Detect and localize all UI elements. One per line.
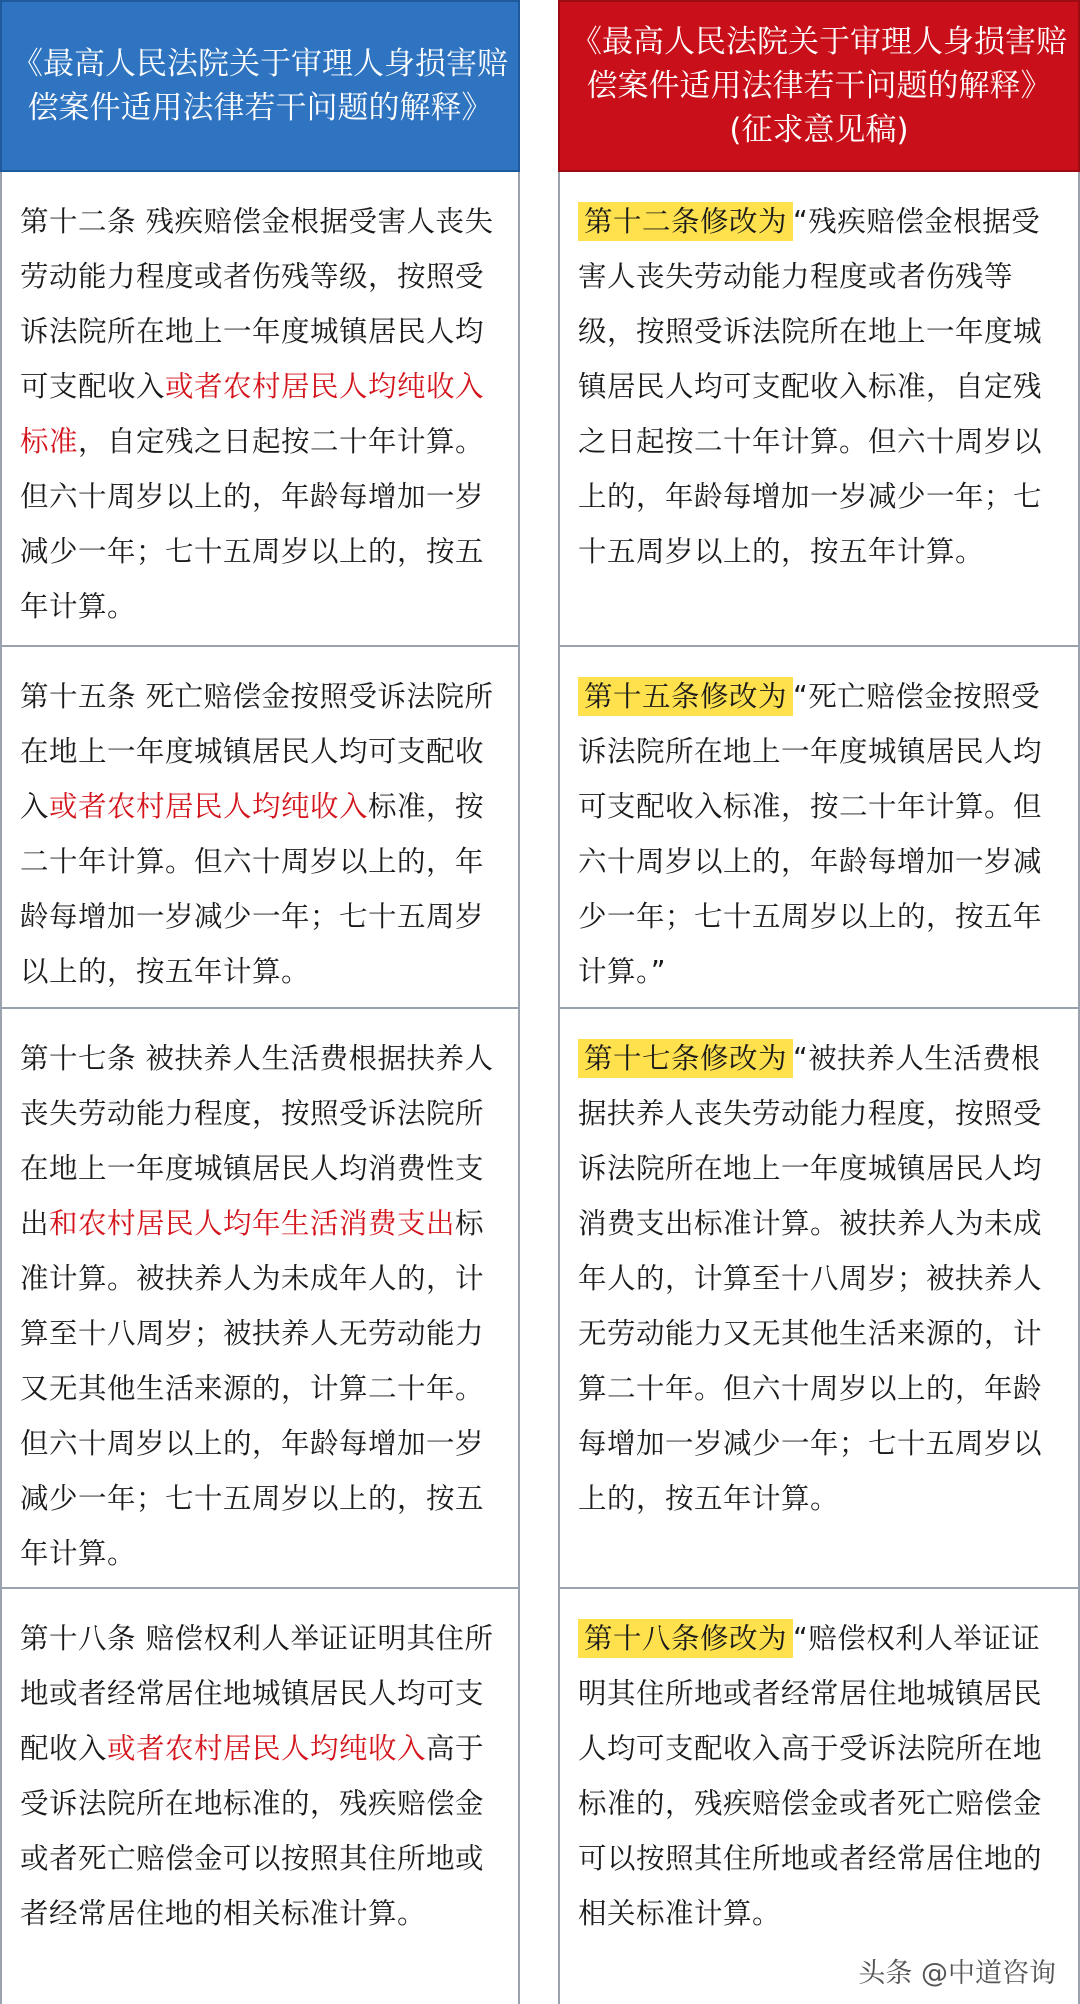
article-text: 第十七条 被扶养人生活费根据扶养人丧失劳动能力程度，按照受诉法院所在地上一年度城镇居民人均消费性支出 — [20, 1042, 494, 1240]
article-text: “残疾赔偿金根据受害人丧失劳动能力程度或者伤残等级，按照受诉法院所在地上一年度城镇居民人均可支配收入标准，自定残之日起按二十年计算。但六十周岁以上的，年龄每增加一岁减少一年；七十五周岁以上的，按五年计算。 — [578, 205, 1043, 568]
amendment-tag: 第十八条修改为 — [578, 1619, 793, 1658]
original-article-15 — [0, 647, 520, 1009]
original-text-column — [0, 0, 520, 2004]
draft-header-title: 《最高人民法院关于审理人身损害赔偿案件适用法律若干问题的解释》 — [571, 24, 1067, 104]
article-text: 高于受诉法院所在地标准的，残疾赔偿金或者死亡赔偿金可以按照其住所地或者经常居住地的相关标准计算。 — [20, 1732, 485, 1930]
draft-header — [558, 0, 1080, 172]
amendment-tag: 第十七条修改为 — [578, 1039, 793, 1078]
removed-text: 或者农村居民人均纯收入标准 — [20, 370, 485, 458]
amendment-tag: 第十五条修改为 — [578, 677, 793, 716]
original-header-title: 《最高人民法院关于审理人身损害赔偿案件适用法律若干问题的解释》 — [12, 46, 508, 126]
amendment-tag: 第十二条修改为 — [578, 202, 793, 241]
draft-article-17 — [558, 1009, 1080, 1589]
article-text: “赔偿权利人举证证明其住所地或者经常居住地城镇居民人均可支配收入高于受诉法院所在地标准的，残疾赔偿金或者死亡赔偿金可以按照其住所地或者经常居住地的相关标准计算。 — [578, 1622, 1043, 1930]
original-header — [0, 0, 520, 172]
article-text: “被扶养人生活费根据扶养人丧失劳动能力程度，按照受诉法院所在地上一年度城镇居民人均消费支出标准计算。被扶养人为未成年人的，计算至十八周岁；被扶养人无劳动能力又无其他生活来源的，计算二十年。但六十周岁以上的，年龄每增加一岁减少一年；七十五周岁以上的，按五年计算。 — [578, 1042, 1043, 1515]
source-watermark: 头条 @中道咨询 — [858, 1958, 1056, 1989]
article-text: 标准计算。被扶养人为未成年人的，计算至十八周岁；被扶养人无劳动能力又无其他生活来源的，计算二十年。但六十周岁以上的，年龄每增加一岁减少一年；七十五周岁以上的，按五年计算。 — [20, 1207, 485, 1570]
draft-article-15 — [558, 647, 1080, 1009]
article-text: 第十五条 死亡赔偿金按照受诉法院所在地上一年度城镇居民人均可支配收入 — [20, 680, 494, 823]
removed-text: 和农村居民人均年生活消费支出 — [49, 1207, 456, 1240]
removed-text: 或者农村居民人均纯收入 — [49, 790, 369, 823]
original-article-12 — [0, 172, 520, 647]
draft-article-12 — [558, 172, 1080, 647]
removed-text: 或者农村居民人均纯收入 — [107, 1732, 427, 1765]
draft-header-subtitle: (征求意见稿) — [729, 112, 909, 148]
original-article-17 — [0, 1009, 520, 1589]
article-text: ，自定残之日起按二十年计算。但六十周岁以上的，年龄每增加一岁减少一年；七十五周岁以上的，按五年计算。 — [20, 425, 485, 623]
draft-article-18 — [558, 1589, 1080, 2004]
article-text: 第十八条 赔偿权利人举证证明其住所地或者经常居住地城镇居民人均可支配收入 — [20, 1622, 494, 1765]
article-text: “死亡赔偿金按照受诉法院所在地上一年度城镇居民人均可支配收入标准，按二十年计算。但六十周岁以上的，年龄每增加一岁减少一年；七十五周岁以上的，按五年计算。” — [578, 680, 1043, 988]
article-text: 标准，按二十年计算。但六十周岁以上的，年龄每增加一岁减少一年；七十五周岁以上的，按五年计算。 — [20, 790, 485, 988]
article-text: 第十二条 残疾赔偿金根据受害人丧失劳动能力程度或者伤残等级，按照受诉法院所在地上一年度城镇居民人均可支配收入 — [20, 205, 494, 403]
original-article-18 — [0, 1589, 520, 2004]
draft-text-column — [558, 0, 1080, 2004]
